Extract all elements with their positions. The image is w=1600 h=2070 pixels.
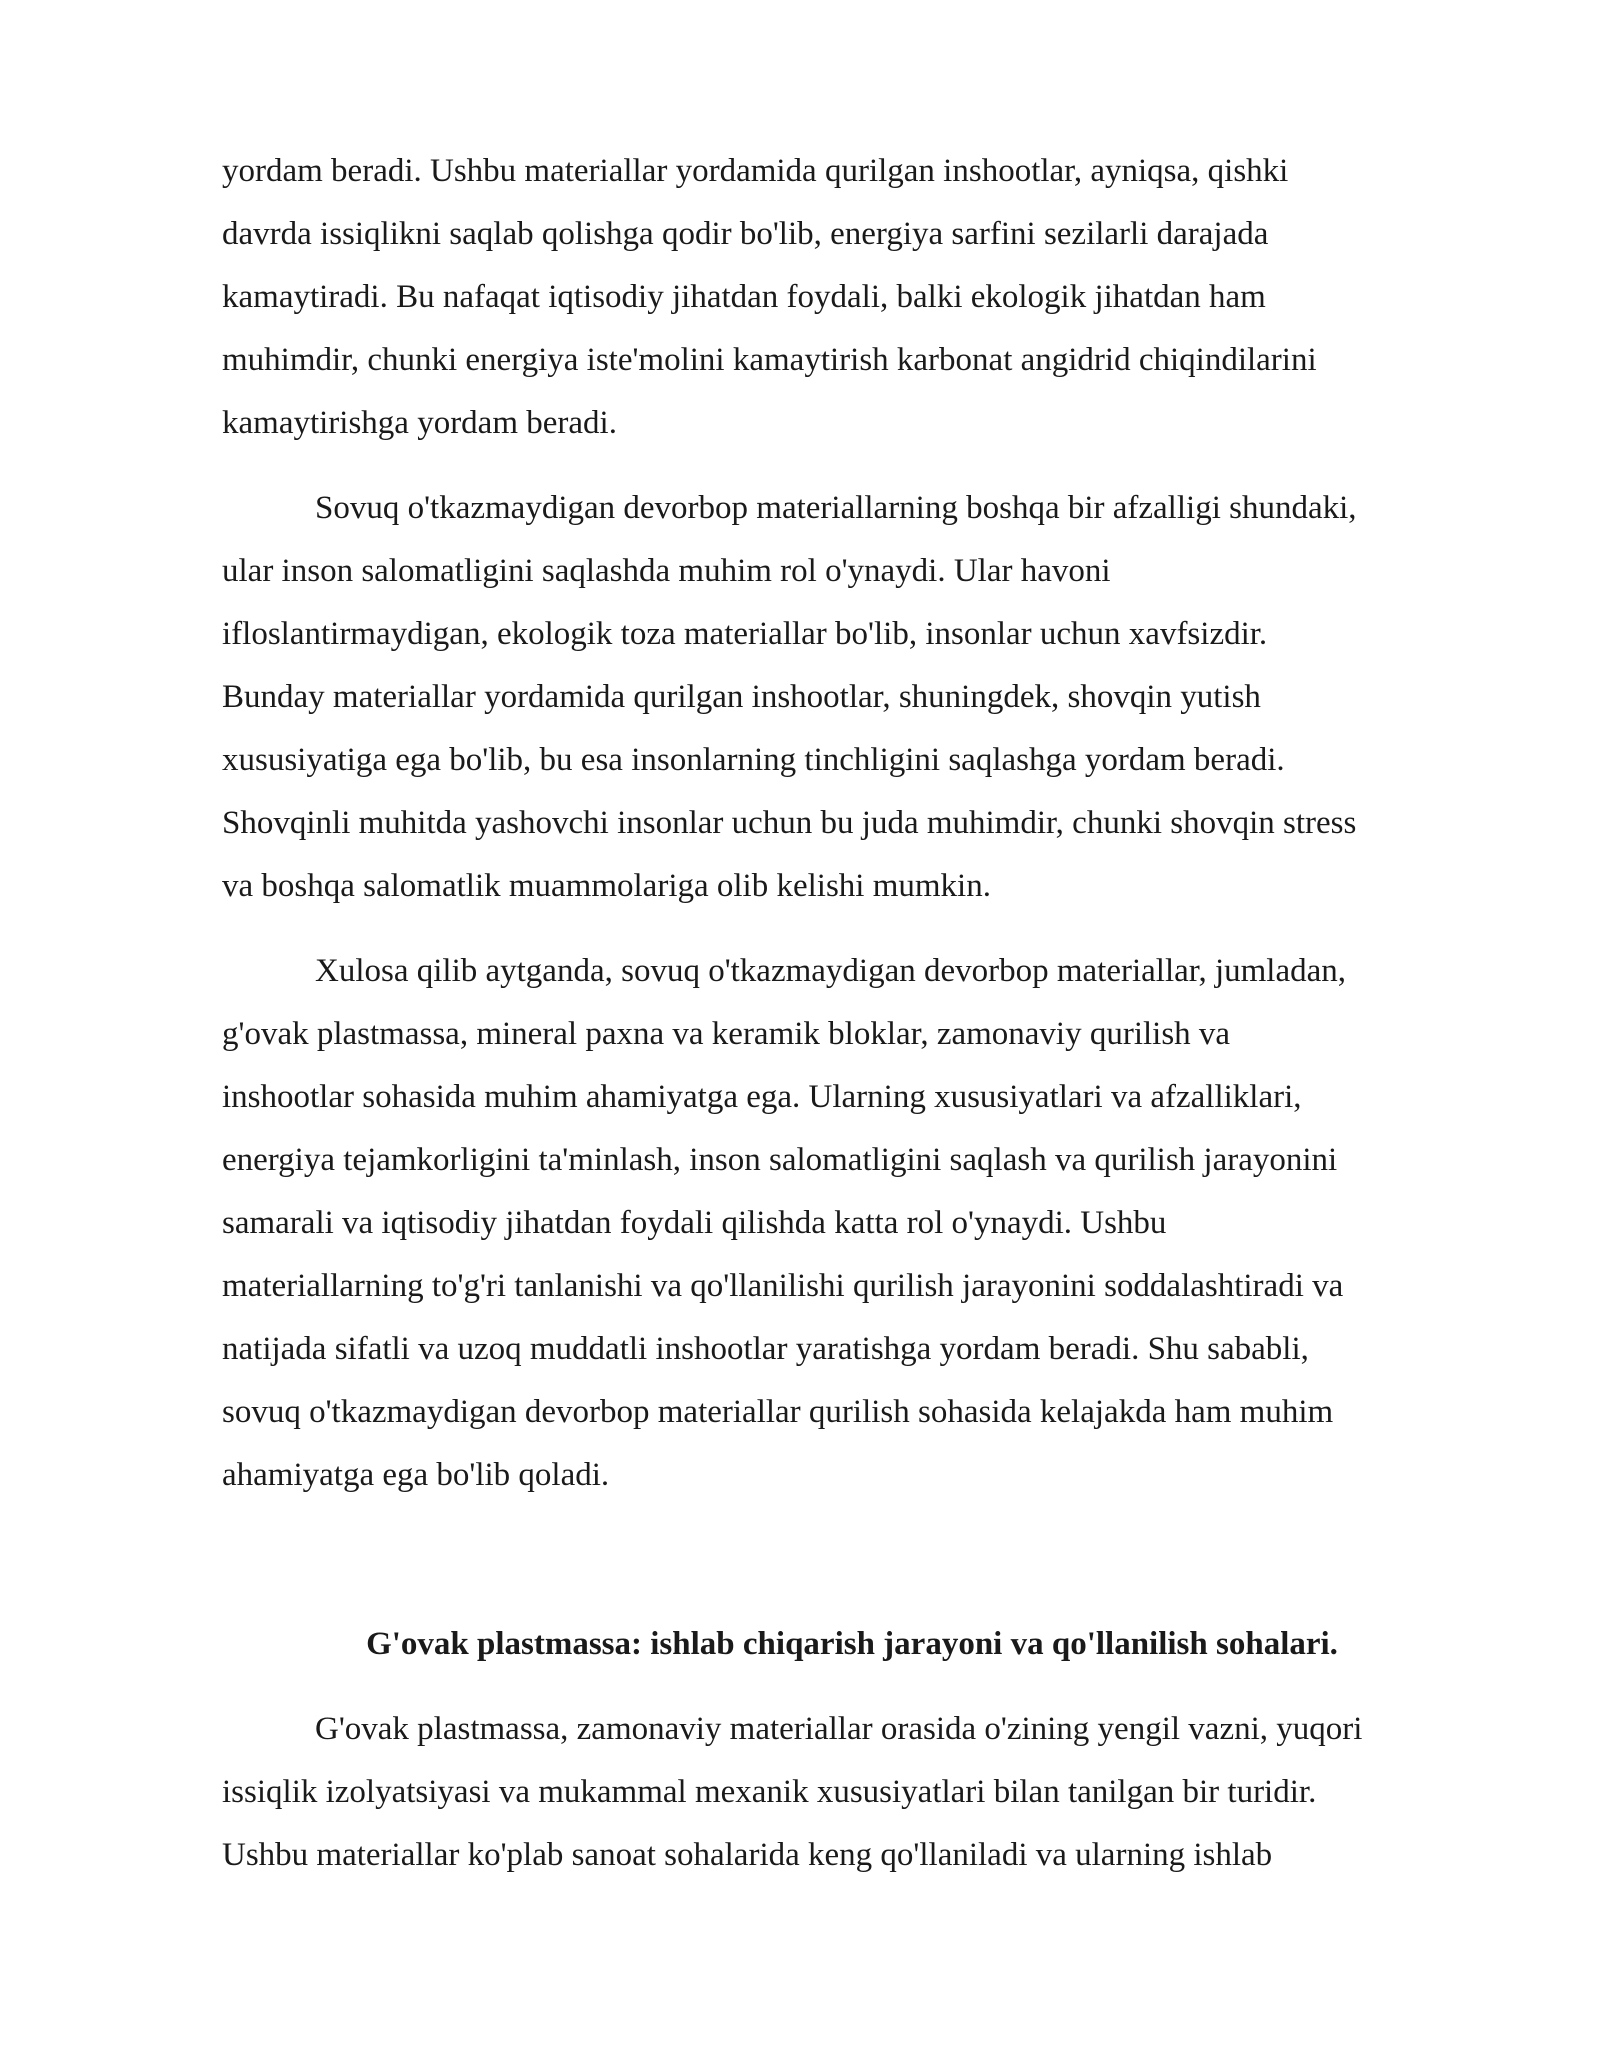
text-line: Sovuq o'tkazmaydigan devorbop materiallarning boshqa bir afzalligi shundaki,	[315, 490, 1357, 526]
text-line: natijada sifatli va uzoq muddatli inshootlar yaratishga yordam beradi. Shu sababli,	[222, 1331, 1309, 1367]
paragraph-conclusion	[222, 940, 1482, 1507]
text-line: yordam beradi. Ushbu materiallar yordamida qurilgan inshootlar, ayniqsa, qishki	[222, 153, 1289, 189]
text-line: kamaytirishga yordam beradi.	[222, 405, 617, 441]
text-line: G'ovak plastmassa, zamonaviy materiallar orasida o'zining yengil vazni, yuqori	[315, 1711, 1363, 1747]
paragraph-continuation	[222, 140, 1482, 455]
text-line: davrda issiqlikni saqlab qolishga qodir bo'lib, energiya sarfini sezilarli darajada	[222, 216, 1269, 252]
text-line: ular inson salomatligini saqlashda muhim rol o'ynaydi. Ular havoni	[222, 553, 1111, 589]
text-line: sovuq o'tkazmaydigan devorbop materiallar qurilish sohasida kelajakda ham muhim	[222, 1394, 1334, 1430]
text-line: ahamiyatga ega bo'lib qoladi.	[222, 1457, 610, 1493]
text-line: Shovqinli muhitda yashovchi insonlar uchun bu juda muhimdir, chunki shovqin stress	[222, 805, 1357, 841]
text-line: va boshqa salomatlik muammolariga olib kelishi mumkin.	[222, 868, 991, 904]
text-line: kamaytiradi. Bu nafaqat iqtisodiy jihatdan foydali, balki ekologik jihatdan ham	[222, 279, 1266, 315]
text-line: xususiyatiga ega bo'lib, bu esa insonlarning tinchligini saqlashga yordam beradi.	[222, 742, 1285, 778]
text-line: energiya tejamkorligini ta'minlash, inson salomatligini saqlash va qurilish jarayonini	[222, 1142, 1338, 1178]
section-heading: G'ovak plastmassa: ishlab chiqarish jarayoni va qo'llanilish sohalari.	[366, 1626, 1338, 1662]
text-line: ifloslantirmaydigan, ekologik toza materiallar bo'lib, insonlar uchun xavfsizdir.	[222, 616, 1268, 652]
text-line: Xulosa qilib aytganda, sovuq o'tkazmaydigan devorbop materiallar, jumladan,	[315, 953, 1347, 989]
document-page	[222, 140, 1482, 1909]
text-line: issiqlik izolyatsiyasi va mukammal mexanik xususiyatlari bilan tanilgan bir turidir.	[222, 1774, 1317, 1810]
paragraph-porous-plastic-intro	[222, 1698, 1482, 1887]
text-line: inshootlar sohasida muhim ahamiyatga ega. Ularning xususiyatlari va afzalliklari,	[222, 1079, 1302, 1115]
text-line: Ushbu materiallar ko'plab sanoat sohalarida keng qo'llaniladi va ularning ishlab	[222, 1837, 1273, 1873]
paragraph-health-benefits	[222, 477, 1482, 918]
text-line: muhimdir, chunki energiya iste'molini kamaytirish karbonat angidrid chiqindilarini	[222, 342, 1317, 378]
text-line: g'ovak plastmassa, mineral paxna va keramik bloklar, zamonaviy qurilish va	[222, 1016, 1231, 1052]
text-line: samarali va iqtisodiy jihatdan foydali qilishda katta rol o'ynaydi. Ushbu	[222, 1205, 1167, 1241]
text-line: materiallarning to'g'ri tanlanishi va qo'llanilishi qurilish jarayonini soddalashtiradi va	[222, 1268, 1344, 1304]
text-line: Bunday materiallar yordamida qurilgan inshootlar, shuningdek, shovqin yutish	[222, 679, 1261, 715]
